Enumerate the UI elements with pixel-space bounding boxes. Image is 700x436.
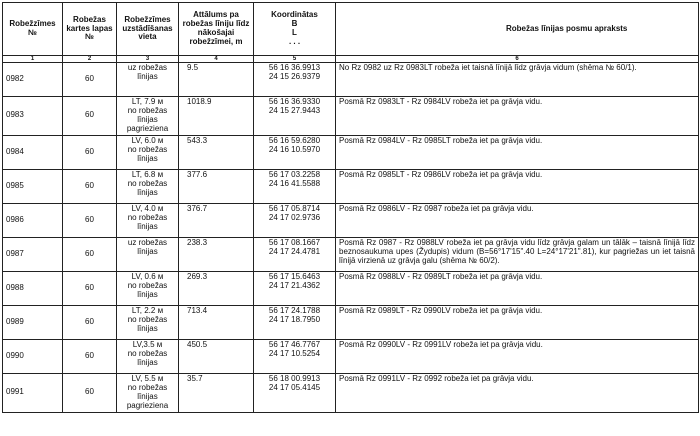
segment-description: Posmā Rz 0985LT - Rz 0986LV robeža iet pa grāvja vidu. [336,169,699,203]
install-place-line: LT, 2.2 м [131,305,164,315]
install-place [117,203,179,237]
install-place-line: no robežas [127,212,168,222]
coordinate-b: 56 17 08.1667 [268,237,321,247]
boundary-marks-table [2,2,699,413]
install-place-line: līnijas [137,71,158,81]
coordinate-b: 56 16 59.6280 [268,135,321,145]
map-page-number: 60 [63,169,117,203]
distance-value: 450.5 [179,339,254,373]
header-install-place: Robežzīmes uzstādīšanas vieta [117,3,179,56]
distance-value: 35.7 [179,373,254,412]
mark-number: 0987 [3,237,63,271]
mark-number: 0984 [3,135,63,169]
map-page-number: 60 [63,339,117,373]
column-number: 2 [63,56,117,63]
install-place [117,271,179,305]
mark-number: 0989 [3,305,63,339]
install-place-line: uz robežas [127,63,168,72]
header-map-page: Robežas kartes lapas № [63,3,117,56]
install-place-line: no robežas [127,280,168,290]
header-row [3,3,699,56]
distance-value: 238.3 [179,237,254,271]
distance-value: 9.5 [179,63,254,97]
mark-number: 0982 [3,63,63,97]
install-place-line: LV, 0.6 м [131,271,164,281]
mark-number: 0983 [3,97,63,136]
install-place-line: LV,3.5 м [132,339,163,349]
map-page-number: 60 [63,373,117,412]
install-place-line: pagrieziena [126,123,169,133]
segment-description: Posmā Rz 0989LT - Rz 0990LV robeža iet pa grāvja vidu. [336,305,699,339]
install-place-line: līnijas [137,153,158,163]
table-body [3,63,699,413]
coordinates [254,97,336,136]
table-row [3,237,699,271]
header-distance: Attālums pa robežas līniju līdz nākošajai robežzīmei, m [179,3,254,56]
map-page-number: 60 [63,203,117,237]
column-number: 1 [3,56,63,63]
install-place-line: LT, 7.9 м [131,97,164,106]
install-place-line: pagrieziena [126,400,169,410]
header-coordinates-title: Koordinātas [271,10,318,20]
install-place-line: līnijas [137,187,158,197]
coordinate-l: 24 17 02.9736 [268,212,321,222]
install-place-line: līnijas [137,391,158,401]
coordinates [254,305,336,339]
coordinates [254,237,336,271]
coordinate-l: 24 16 10.5970 [268,144,321,154]
mark-number: 0990 [3,339,63,373]
mark-number: 0991 [3,373,63,412]
header-coordinates [254,3,336,56]
install-place [117,339,179,373]
coordinate-b: 56 16 36.9330 [268,97,321,106]
segment-description: Posmā Rz 0990LV - Rz 0991LV robeža iet pa grāvja vidu. [336,339,699,373]
install-place-line: līnijas [137,114,158,124]
distance-value: 376.7 [179,203,254,237]
table-row [3,271,699,305]
map-page-number: 60 [63,271,117,305]
install-place-line: no robežas [127,105,168,115]
column-number-row [3,56,699,63]
mark-number: 0988 [3,271,63,305]
mark-number: 0986 [3,203,63,237]
header-coord-l: L [292,28,297,37]
coordinate-l: 24 16 41.5588 [268,178,321,188]
table-row [3,63,699,97]
mark-number: 0985 [3,169,63,203]
map-page-number: 60 [63,135,117,169]
coordinate-l: 24 17 21.4362 [268,280,321,290]
install-place-line: no robežas [127,314,168,324]
coordinate-b: 56 17 46.7767 [268,339,321,349]
install-place-line: līnijas [137,221,158,231]
coordinate-b: 56 16 36.9913 [268,63,321,72]
table-row [3,373,699,412]
table-row [3,169,699,203]
map-page-number: 60 [63,237,117,271]
table-row [3,203,699,237]
coordinates [254,373,336,412]
coordinate-b: 56 17 03.2258 [268,169,321,179]
header-mark-no: Robežzīmes № [3,3,63,56]
coordinates [254,169,336,203]
header-description: Robežas līnijas posmu apraksts [336,3,699,56]
install-place [117,373,179,412]
install-place-line: līnijas [137,323,158,333]
column-number: 4 [179,56,254,63]
column-number: 5 [254,56,336,63]
distance-value: 1018.9 [179,97,254,136]
install-place-line: LV, 6.0 м [131,135,164,145]
distance-value: 713.4 [179,305,254,339]
install-place [117,97,179,136]
install-place [117,237,179,271]
distance-value: 543.3 [179,135,254,169]
segment-description: Posmā Rz 0991LV - Rz 0992 robeža iet pa grāvja vidu. [336,373,699,412]
coordinates [254,271,336,305]
install-place [117,63,179,97]
install-place-line: līnijas [137,246,158,256]
segment-description: No Rz 0982 uz Rz 0983LT robeža iet taisnā līnijā līdz grāvja vidum (shēma № 60/1). [336,63,699,97]
table-row [3,135,699,169]
install-place-line: LT, 6.8 м [131,169,164,179]
install-place-line: LV, 5.5 м [131,373,164,383]
column-number: 6 [336,56,699,63]
install-place-line: no robežas [127,178,168,188]
map-page-number: 60 [63,97,117,136]
install-place [117,305,179,339]
segment-description: Posmā Rz 0987 - Rz 0988LV robeža iet pa grāvja vidu līdz grāvja galam un tālāk – taisnā līnijā līdz beznosaukuma upes (Žydupis) vidum (B=56°17'15".40 L=24°17'21".81), kur pagriežas un iet taisnā līnijā virzienā uz grāvja galu (shēma № 60/2). [336,237,699,271]
install-place-line: LV, 4.0 м [131,203,164,213]
table-row [3,97,699,136]
coordinate-l: 24 17 05.4145 [268,382,321,392]
distance-value: 377.6 [179,169,254,203]
coordinate-b: 56 18 00.9913 [268,373,321,383]
install-place-line: no robežas [127,382,168,392]
coordinate-l: 24 17 18.7950 [268,314,321,324]
coordinate-b: 56 17 24.1788 [268,305,321,315]
segment-description: Posmā Rz 0988LV - Rz 0989LT robeža iet pa grāvja vidu. [336,271,699,305]
segment-description: Posmā Rz 0984LV - Rz 0985LT robeža iet pa grāvja vidu. [336,135,699,169]
coordinate-l: 24 17 24.4781 [268,246,321,256]
coordinate-l: 24 17 10.5254 [268,348,321,358]
segment-description: Posmā Rz 0983LT - Rz 0984LV robeža iet pa grāvja vidu. [336,97,699,136]
install-place-line: no robežas [127,348,168,358]
install-place-line: no robežas [127,144,168,154]
coordinate-l: 24 15 26.9379 [268,71,321,81]
table-row [3,339,699,373]
column-number: 3 [117,56,179,63]
coordinates [254,339,336,373]
coordinate-b: 56 17 15.6463 [268,271,321,281]
map-page-number: 60 [63,305,117,339]
install-place [117,135,179,169]
install-place-line: uz robežas [127,237,168,247]
header-coord-dots: . . . [288,36,301,46]
table-row [3,305,699,339]
coordinates [254,135,336,169]
segment-description: Posmā Rz 0986LV - Rz 0987 robeža iet pa grāvja vidu. [336,203,699,237]
map-page-number: 60 [63,63,117,97]
coordinates [254,63,336,97]
distance-value: 269.3 [179,271,254,305]
install-place [117,169,179,203]
install-place-line: līnijas [137,357,158,367]
coordinate-b: 56 17 05.8714 [268,203,321,213]
header-coord-b: B [291,19,298,29]
coordinate-l: 24 15 27.9443 [268,105,321,115]
coordinates [254,203,336,237]
install-place-line: līnijas [137,289,158,299]
